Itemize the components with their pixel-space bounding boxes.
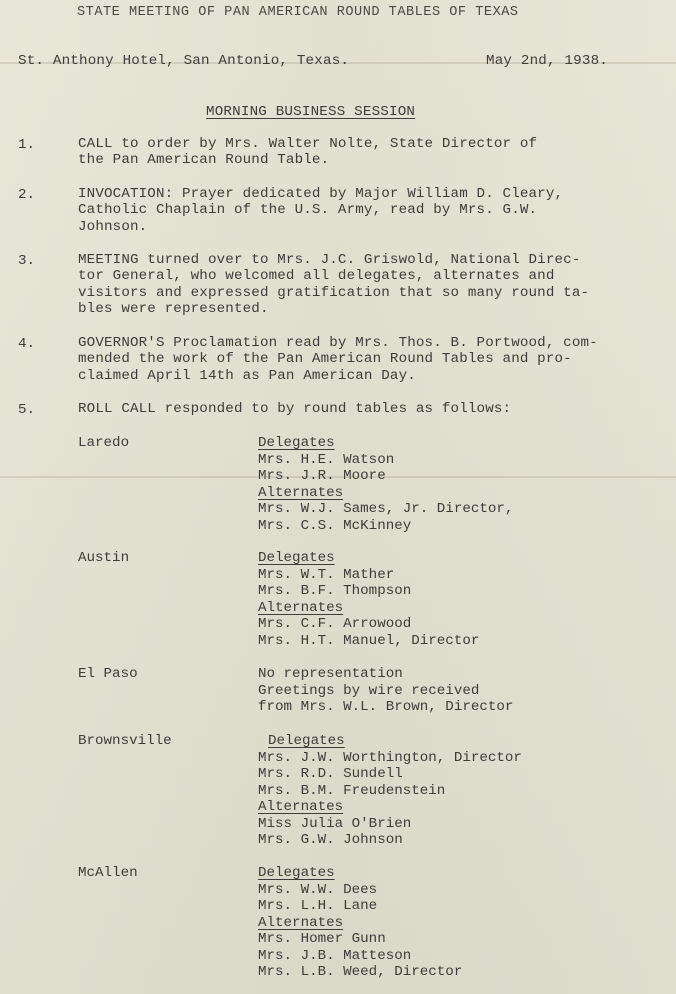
item-text: ROLL CALL responded to by round tables as follows: <box>78 401 512 417</box>
alternates-heading: Alternates <box>258 914 344 931</box>
alternates-heading: Alternates <box>258 484 344 501</box>
item-text: GOVERNOR'S Proclamation read by Mrs. Thos. B. Portwood, com- mended the work of the Pan American Round Tables and pro- claimed April 14th as Pan American Day. <box>78 335 598 384</box>
item-number: 2. <box>18 187 36 203</box>
member-name: Mrs. R.D. Sundell <box>258 766 403 782</box>
roll-call-city: Laredo <box>78 435 130 451</box>
roll-call-entries <box>258 435 513 534</box>
member-name: Mrs. Homer Gunn <box>258 931 386 947</box>
roll-call-note: from Mrs. W.L. Brown, Director <box>258 699 514 715</box>
delegates-heading: Delegates <box>258 435 335 451</box>
alternates-heading: Alternates <box>258 799 344 815</box>
member-name: Mrs. C.F. Arrowood <box>258 616 412 632</box>
member-name: Mrs. C.S. McKinney <box>258 517 412 534</box>
roll-call-entries <box>258 550 479 649</box>
section-heading: MORNING BUSINESS SESSION <box>206 104 416 120</box>
delegates-heading: Delegates <box>258 865 335 881</box>
delegates-heading: Delegates <box>268 733 345 749</box>
document-title: STATE MEETING OF PAN AMERICAN ROUND TABLES OF TEXAS <box>77 5 519 20</box>
member-name: Mrs. L.H. Lane <box>258 898 378 914</box>
roll-call-city: El Paso <box>78 666 138 682</box>
roll-call-city: Austin <box>78 550 130 566</box>
member-name: Mrs. W.W. Dees <box>258 881 378 898</box>
member-name: Mrs. B.M. Freudenstein <box>258 782 446 799</box>
member-name: Mrs. H.T. Manuel, Director <box>258 632 480 649</box>
delegates-heading: Delegates <box>258 550 335 566</box>
member-name: Mrs. J.W. Worthington, Director <box>258 749 522 766</box>
roll-call-note: No representation <box>258 666 403 682</box>
item-number: 4. <box>18 336 36 352</box>
member-name: Mrs. L.B. Weed, Director <box>258 964 463 980</box>
member-name: Mrs. B.F. Thompson <box>258 583 412 599</box>
item-text: CALL to order by Mrs. Walter Nolte, State Director of the Pan American Round Table. <box>78 136 538 169</box>
meeting-date: May 2nd, 1938. <box>486 53 608 69</box>
alternates-heading: Alternates <box>258 599 344 616</box>
member-name: Mrs. W.J. Sames, Jr. Director, <box>258 501 514 517</box>
roll-call-city: McAllen <box>78 865 138 881</box>
member-name: Mrs. J.R. Moore <box>258 468 386 484</box>
member-name: Miss Julia O'Brien <box>258 815 412 832</box>
item-text: INVOCATION: Prayer dedicated by Major William D. Cleary, Catholic Chaplain of the U.S. Army, read by Mrs. G.W. Johnson. <box>78 186 564 235</box>
member-name: Mrs. H.E. Watson <box>258 451 395 468</box>
item-text: MEETING turned over to Mrs. J.C. Griswold, National Direc- tor General, who welcomed all delegates, alternates and visitors and expressed gratification that so many round ta- bles were represented. <box>78 252 590 318</box>
roll-call-entries <box>258 666 513 716</box>
item-number: 1. <box>18 137 36 153</box>
member-name: Mrs. J.B. Matteson <box>258 947 412 964</box>
item-number: 5. <box>18 402 36 418</box>
item-number: 3. <box>18 253 36 269</box>
meeting-location: St. Anthony Hotel, San Antonio, Texas. <box>18 53 350 69</box>
roll-call-entries <box>258 733 522 849</box>
roll-call-note: Greetings by wire received <box>258 682 480 699</box>
member-name: Mrs. G.W. Johnson <box>258 832 403 848</box>
roll-call-city: Brownsville <box>78 733 172 749</box>
roll-call-entries <box>258 865 462 981</box>
member-name: Mrs. W.T. Mather <box>258 566 395 583</box>
